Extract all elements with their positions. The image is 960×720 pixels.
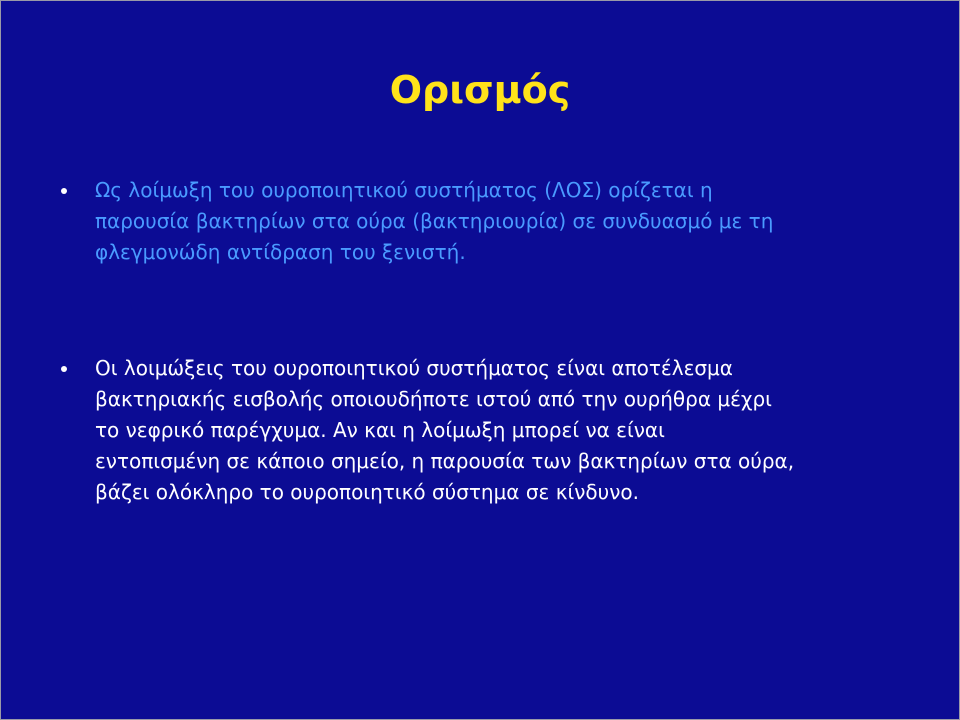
bullet-line: Ως λοίμωξη του ουροποιητικού συστήματος (ΛΟΣ) ορίζεται η xyxy=(95,178,713,202)
bullet-line: βακτηριακής εισβολής οποιουδήποτε ιστού από την ουρήθρα μέχρι xyxy=(95,387,772,411)
bullet-dot-icon xyxy=(61,188,67,194)
bullet-text xyxy=(95,353,925,508)
bullet-text xyxy=(95,175,925,268)
slide-title: Ορισμός xyxy=(389,68,571,112)
bullet-line: Οι λοιμώξεις του ουροποιητικού συστήματος είναι αποτέλεσμα xyxy=(95,356,733,380)
bullet-line: βάζει ολόκληρο το ουροποιητικό σύστημα σε κίνδυνο. xyxy=(95,480,639,504)
bullet-dot-icon xyxy=(61,366,67,372)
bullet-line: φλεγμονώδη αντίδραση του ξενιστή. xyxy=(95,240,466,264)
bullet-line: το νεφρικό παρέγχυμα. Αν και η λοίμωξη μπορεί να είναι xyxy=(95,418,665,442)
bullet-line: εντοπισμένη σε κάποιο σημείο, η παρουσία των βακτηρίων στα ούρα, xyxy=(95,449,795,473)
bullet-line: παρουσία βακτηρίων στα ούρα (βακτηριουρία) σε συνδυασμό με τη xyxy=(95,209,774,233)
